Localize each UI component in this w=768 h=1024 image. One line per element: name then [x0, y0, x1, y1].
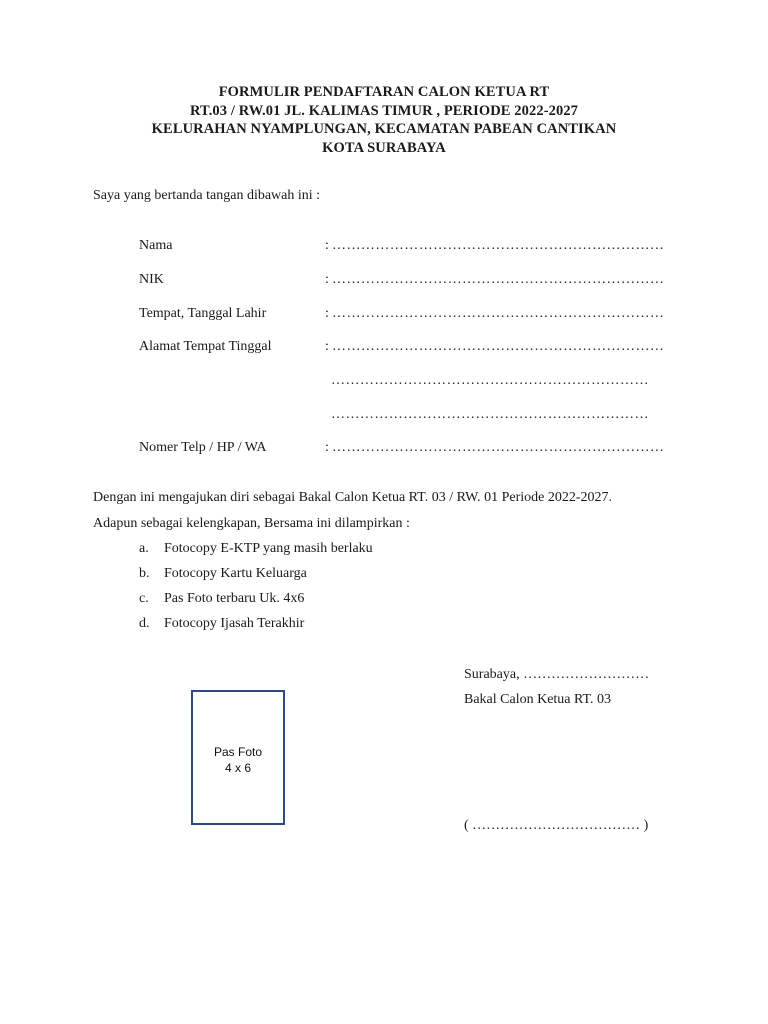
photo-label-line-1: Pas Foto [213, 745, 263, 759]
field-colon: : [325, 272, 329, 287]
list-text: Pas Foto terbaru Uk. 4x6 [164, 591, 305, 606]
field-label: Alamat Tempat Tinggal [139, 339, 272, 354]
address-continuation-line[interactable]: ………………………………………………………… [331, 373, 649, 388]
list-text: Fotocopy Ijasah Terakhir [164, 616, 305, 631]
list-marker: a. [139, 541, 149, 556]
photo-placeholder-box [191, 690, 285, 825]
field-colon: : [325, 440, 329, 455]
title-line-4: KOTA SURABAYA [322, 139, 446, 156]
signature-name-line: ( ……………………………… ) [464, 818, 649, 833]
intro-text: Saya yang bertanda tangan dibawah ini : [93, 188, 321, 203]
form-title [0, 83, 768, 157]
field-label: Nomer Telp / HP / WA [139, 440, 267, 455]
field-fill-line[interactable]: …………………………………………………………… [332, 339, 665, 354]
title-line-2: RT.03 / RW.01 JL. KALIMAS TIMUR , PERIODE 2022-2027 [189, 102, 579, 119]
address-continuation-line[interactable]: ………………………………………………………… [331, 407, 649, 422]
field-fill-line[interactable]: …………………………………………………………… [332, 306, 665, 321]
title-line-3: KELURAHAN NYAMPLUNGAN, KECAMATAN PABEAN CANTIKAN [151, 121, 617, 137]
list-marker: c. [139, 591, 149, 606]
list-text: Fotocopy E-KTP yang masih berlaku [164, 541, 373, 556]
field-colon: : [325, 339, 329, 354]
field-label: NIK [139, 272, 164, 287]
field-fill-line[interactable]: …………………………………………………………… [332, 272, 665, 287]
field-colon: : [325, 238, 329, 253]
list-marker: d. [139, 616, 150, 631]
list-marker: b. [139, 566, 150, 581]
attachments-intro: Adapun sebagai kelengkapan, Bersama ini dilampirkan : [93, 516, 410, 531]
signature-place-date: Surabaya, ……………………… [464, 667, 650, 682]
signature-role: Bakal Calon Ketua RT. 03 [464, 692, 612, 707]
field-colon: : [325, 306, 329, 321]
list-text: Fotocopy Kartu Keluarga [164, 566, 307, 581]
statement-text: Dengan ini mengajukan diri sebagai Bakal Calon Ketua RT. 03 / RW. 01 Periode 2022-2027. [93, 490, 613, 505]
field-label: Nama [139, 238, 173, 253]
field-label: Tempat, Tanggal Lahir [139, 306, 267, 321]
title-line-1: FORMULIR PENDAFTARAN CALON KETUA RT [218, 84, 550, 100]
photo-label [193, 744, 283, 776]
photo-label-line-2: 4 x 6 [224, 761, 251, 775]
field-fill-line[interactable]: …………………………………………………………… [332, 440, 665, 455]
field-fill-line[interactable]: …………………………………………………………… [332, 238, 665, 253]
